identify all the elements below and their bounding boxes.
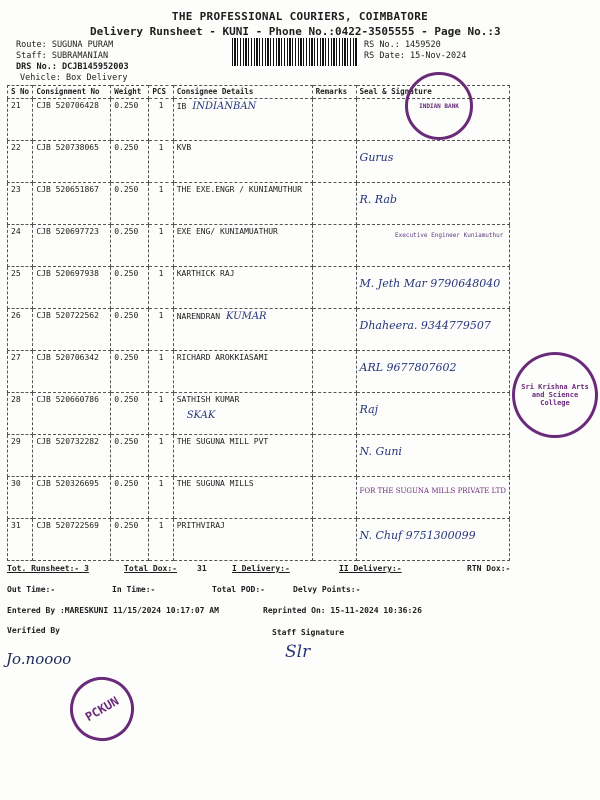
row-signature	[356, 435, 509, 477]
row-consignment: CJB 520732282	[33, 435, 111, 477]
row-pcs: 1	[149, 477, 173, 519]
row-signature	[356, 519, 509, 561]
row-remarks	[312, 183, 356, 225]
row-sno: 25	[8, 267, 33, 309]
table-row	[8, 141, 510, 183]
consignee-name: KVB	[176, 143, 192, 152]
row-pcs: 1	[149, 435, 173, 477]
college-stamp-text: Sri Krishna Arts and Science College	[521, 383, 589, 407]
row-consignment: CJB 520706342	[33, 351, 111, 393]
row-remarks	[312, 267, 356, 309]
col-consignment: Consignment No	[33, 86, 111, 99]
row-consignment: CJB 520660786	[33, 393, 111, 435]
row-sno: 22	[8, 141, 33, 183]
row-sno: 30	[8, 477, 33, 519]
rtn-dox: RTN Dox:-	[467, 564, 511, 573]
table-row	[8, 267, 510, 309]
rs-no: RS No.: 1459520	[364, 40, 441, 50]
signature-text: Gurus	[359, 151, 394, 164]
row-pcs: 1	[149, 309, 173, 351]
reprinted-on: Reprinted On: 15-11-2024 10:36:26	[263, 606, 422, 615]
row-consignee	[173, 267, 312, 309]
row-remarks	[312, 435, 356, 477]
consignee-handwritten: SKAK	[186, 410, 216, 421]
row-signature	[356, 141, 509, 183]
row-consignee	[173, 183, 312, 225]
table-row	[8, 225, 510, 267]
route: Route: SUGUNA PURAM	[16, 40, 114, 50]
row-signature	[356, 477, 509, 519]
row-weight: 0.250	[111, 183, 149, 225]
row-consignment: CJB 520738065	[33, 141, 111, 183]
row-consignee	[173, 393, 312, 435]
row-consignee	[173, 435, 312, 477]
row-consignee	[173, 99, 312, 141]
ii-delivery: II Delivery:-	[339, 564, 402, 573]
total-dox-label: Total Dox:-	[124, 564, 177, 573]
bank-stamp-text: INDIAN BANK	[419, 102, 459, 110]
row-consignee	[173, 519, 312, 561]
row-consignment: CJB 520706428	[33, 99, 111, 141]
row-signature	[356, 225, 509, 267]
row-signature	[356, 393, 509, 435]
col-pcs: PCS	[149, 86, 173, 99]
col-consignee: Consignee Details	[173, 86, 312, 99]
row-consignee	[173, 225, 312, 267]
row-remarks	[312, 309, 356, 351]
row-pcs: 1	[149, 183, 173, 225]
pckun-stamp-text: PCKUN	[82, 693, 122, 725]
consignee-name: PRITHVIRAJ	[176, 521, 225, 530]
row-sno: 28	[8, 393, 33, 435]
row-pcs: 1	[149, 351, 173, 393]
consignee-name: THE SUGUNA MILLS	[176, 479, 254, 488]
row-consignment: CJB 520722562	[33, 309, 111, 351]
row-remarks	[312, 519, 356, 561]
row-signature	[356, 351, 509, 393]
row-weight: 0.250	[111, 309, 149, 351]
in-time: In Time:-	[112, 585, 156, 594]
signature-text: FOR THE SUGUNA MILLS PRIVATE LTD	[359, 487, 506, 495]
consignee-name: EXE ENG/ KUNIAMUATHUR	[176, 227, 278, 236]
row-signature	[356, 183, 509, 225]
row-sno: 26	[8, 309, 33, 351]
i-delivery: I Delivery:-	[232, 564, 290, 573]
row-sno: 23	[8, 183, 33, 225]
rs-info	[364, 40, 466, 62]
total-pod: Total POD:-	[212, 585, 265, 594]
row-consignment: CJB 520326695	[33, 477, 111, 519]
staff: Staff: SUBRAMANIAN	[16, 51, 109, 61]
signature-text: M. Jeth Mar 9790648040	[359, 277, 501, 290]
runsheet-subtitle: Delivery Runsheet - KUNI - Phone No.:0422-3505555 - Page No.:3	[90, 25, 501, 38]
runsheet-table	[7, 85, 510, 561]
verified-signature: Jo.noooo	[6, 650, 72, 668]
row-pcs: 1	[149, 267, 173, 309]
row-pcs: 1	[149, 519, 173, 561]
total-dox-value: 31	[197, 564, 207, 573]
row-remarks	[312, 141, 356, 183]
table-row	[8, 351, 510, 393]
consignee-name: THE SUGUNA MILL PVT	[176, 437, 269, 446]
tamil-stamp	[395, 232, 527, 240]
row-remarks	[312, 351, 356, 393]
row-signature	[356, 309, 509, 351]
row-weight: 0.250	[111, 393, 149, 435]
row-pcs: 1	[149, 99, 173, 141]
row-remarks	[312, 477, 356, 519]
tamil-stamp-text: Executive Engineer Kuniamuthur	[395, 232, 504, 239]
table-row	[8, 435, 510, 477]
staff-signature-label: Staff Signature	[272, 628, 345, 637]
table-row	[8, 309, 510, 351]
tot-runsheet: Tot. Runsheet:- 3	[7, 564, 89, 573]
table-row	[8, 393, 510, 435]
route-info	[16, 40, 129, 84]
row-sno: 27	[8, 351, 33, 393]
row-remarks	[312, 393, 356, 435]
barcode	[232, 38, 358, 66]
row-consignment: CJB 520722569	[33, 519, 111, 561]
staff-signature: Slr	[285, 642, 311, 662]
row-sno: 29	[8, 435, 33, 477]
row-weight: 0.250	[111, 435, 149, 477]
college-stamp	[512, 352, 598, 438]
row-sno: 31	[8, 519, 33, 561]
row-remarks	[312, 225, 356, 267]
row-sno: 21	[8, 99, 33, 141]
signature-text: Dhaheera. 9344779507	[359, 319, 491, 332]
entered-by: Entered By :MARESKUNI 11/15/2024 10:17:07 AM	[7, 606, 219, 615]
verified-by: Verified By	[7, 626, 60, 635]
row-consignment: CJB 520697723	[33, 225, 111, 267]
col-sno: S No	[8, 86, 33, 99]
row-consignee	[173, 477, 312, 519]
consignee-name: THE EXE.ENGR / KUNIAMUTHUR	[176, 185, 302, 194]
row-weight: 0.250	[111, 99, 149, 141]
col-weight: Weight	[111, 86, 149, 99]
drs-no: DRS No.: DCJB145952003	[16, 62, 129, 72]
row-consignee	[173, 141, 312, 183]
delvy-points: Delvy Points:-	[293, 585, 361, 594]
consignee-name: RICHARD AROKKIASAMI	[176, 353, 269, 362]
row-weight: 0.250	[111, 351, 149, 393]
row-remarks	[312, 99, 356, 141]
table-row	[8, 519, 510, 561]
signature-text: Raj	[359, 403, 379, 416]
table-row	[8, 183, 510, 225]
col-seal: Seal & Signature	[356, 86, 509, 99]
row-weight: 0.250	[111, 141, 149, 183]
table-row	[8, 477, 510, 519]
row-weight: 0.250	[111, 225, 149, 267]
consignee-handwritten: KUMAR	[226, 311, 267, 322]
row-weight: 0.250	[111, 519, 149, 561]
row-sno: 24	[8, 225, 33, 267]
signature-text: N. Guni	[359, 445, 402, 458]
row-pcs: 1	[149, 393, 173, 435]
signature-text: ARL 9677807602	[359, 361, 457, 374]
consignee-name: SATHISH KUMAR	[176, 395, 240, 404]
row-weight: 0.250	[111, 267, 149, 309]
row-consignment: CJB 520697938	[33, 267, 111, 309]
consignee-name: IB	[176, 102, 187, 111]
row-pcs: 1	[149, 141, 173, 183]
rs-date: RS Date: 15-Nov-2024	[364, 51, 467, 61]
row-consignment: CJB 520651867	[33, 183, 111, 225]
row-consignee	[173, 351, 312, 393]
company-title: THE PROFESSIONAL COURIERS, COIMBATORE	[171, 10, 429, 23]
row-signature	[356, 267, 509, 309]
row-weight: 0.250	[111, 477, 149, 519]
bank-stamp	[405, 72, 473, 140]
vehicle: Vehicle: Box Delivery	[20, 73, 128, 83]
pckun-stamp	[58, 665, 145, 752]
col-remarks: Remarks	[312, 86, 356, 99]
signature-text: N. Chuf 9751300099	[359, 529, 476, 542]
consignee-handwritten: INDIANBAN	[192, 101, 257, 112]
consignee-name: KARTHICK RAJ	[176, 269, 235, 278]
row-pcs: 1	[149, 225, 173, 267]
signature-text: R. Rab	[359, 193, 397, 206]
out-time: Out Time:-	[7, 585, 56, 594]
consignee-name: NARENDRAN	[176, 312, 221, 321]
row-consignee	[173, 309, 312, 351]
